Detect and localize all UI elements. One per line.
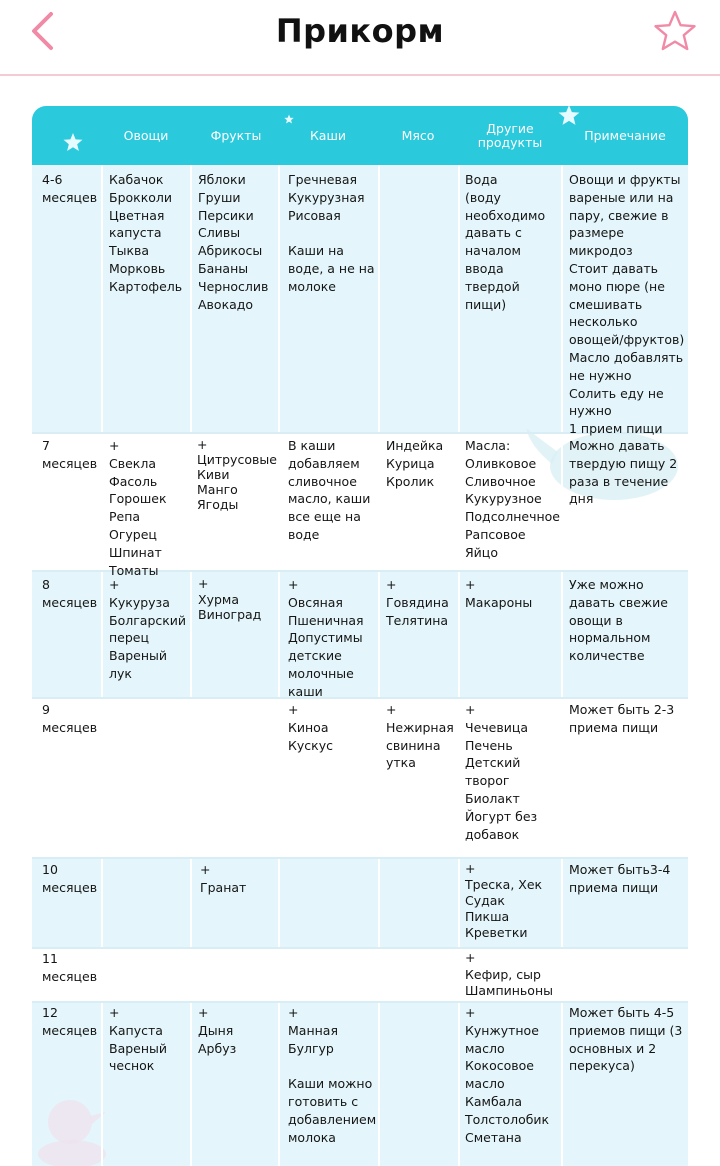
cell-age: 4-6 месяцев: [42, 172, 98, 205]
cell-age: 7 месяцев: [42, 438, 98, 471]
page-title: Прикорм: [275, 12, 445, 50]
row-divider: [32, 1001, 688, 1003]
cell-note: Может быть3-4 приема пищи: [569, 862, 671, 895]
column-header-other: Другие продукты: [477, 120, 543, 150]
cell-fruits: + Дыня Арбуз: [198, 1005, 237, 1056]
cell-other: + Кефир, сыр Шампиньоны: [465, 950, 553, 998]
cell-fruits: Яблоки Груши Персики Сливы Абрикосы Бананы Чернослив Авокадо: [198, 172, 269, 312]
cell-meat: + Говядина Телятина: [386, 577, 449, 628]
row-divider: [32, 857, 688, 859]
star-icon: [63, 132, 83, 152]
top-bar: [0, 0, 720, 76]
cell-age: 10 месяцев: [42, 862, 98, 895]
cell-note: Может быть 2-3 приема пищи: [569, 702, 675, 735]
column-header-meat: Мясо: [401, 127, 435, 143]
cell-vegetables: + Капуста Вареный чеснок: [109, 1005, 168, 1074]
cell-note: Овощи и фрукты вареные или на пару, свежие в размере микродоз Стоит давать моно пюре (не смешивать несколько овощей/фруктов) Масло добавлять не нужно Солить еду не нужно 1 прием пищи: [569, 172, 685, 437]
cell-porridge: + Манная Булгур Каши можно готовить с добавлением молока: [288, 1005, 377, 1145]
cell-other: + Чечевица Печень Детский творог Биолакт Йогурт без добавок: [465, 702, 538, 842]
duck-illustration: [32, 1086, 112, 1166]
cell-vegetables: + Кукуруза Болгарский перец Вареный лук: [109, 577, 187, 681]
cell-porridge: + Овсяная Пшеничная Допустимы детские молочные каши: [288, 577, 364, 699]
feeding-table: [32, 106, 688, 1166]
cell-other: Масла: Оливковое Сливочное Кукурузное Подсолнечное Рапсовое Яйцо: [465, 438, 560, 560]
cell-other: + Кунжутное масло Кокосовое масло Камбала Толстолобик Сметана: [465, 1005, 550, 1145]
cell-note: Может быть 4-5 приемов пищи (3 основных и 2 перекуса): [569, 1005, 683, 1074]
cell-meat: Индейка Курица Кролик: [386, 438, 444, 489]
cell-age: 11 месяцев: [42, 951, 98, 984]
cell-other: + Макароны: [465, 577, 533, 610]
cell-note: Можно давать твердую пищу 2 раза в течение дня: [569, 438, 678, 507]
column-header-porridge: Каши: [309, 127, 347, 143]
cell-age: 9 месяцев: [42, 702, 98, 735]
cell-porridge: + Киноа Кускус: [288, 702, 333, 753]
cell-vegetables: Кабачок Брокколи Цветная капуста Тыква Морковь Картофель: [109, 172, 183, 294]
cell-porridge: В каши добавляем сливочное масло, каши все еще на воде: [288, 438, 371, 542]
table-row-bg: [32, 948, 688, 1002]
favorite-button[interactable]: [652, 8, 698, 54]
column-header-vegetables: Овощи: [123, 127, 169, 143]
cell-fruits: + Хурма Виноград: [198, 576, 262, 622]
cell-meat: + Нежирная свинина утка: [386, 702, 454, 771]
column-header-note: Примечание: [584, 127, 666, 143]
cell-age: 8 месяцев: [42, 577, 98, 610]
cell-fruits: + Гранат: [200, 862, 247, 895]
column-divider: [458, 165, 460, 1166]
star-outline-icon: [653, 10, 697, 52]
table-header: [32, 106, 688, 165]
cell-other: + Треска, Хек Судак Пикша Креветки: [465, 861, 543, 940]
column-header-fruits: Фрукты: [210, 127, 262, 143]
cell-note: Уже можно давать свежие овощи в нормальном количестве: [569, 577, 668, 664]
row-divider: [32, 947, 688, 949]
cell-other: Вода (воду необходимо давать с началом ввода твердой пищи): [465, 172, 546, 312]
cell-vegetables: + Свекла Фасоль Горошек Репа Огурец Шпинат Томаты: [109, 438, 167, 578]
cell-porridge: Гречневая Кукурузная Рисовая Каши на воде, а не на молоке: [288, 172, 375, 294]
cell-age: 12 месяцев: [42, 1005, 98, 1038]
cell-fruits: + Цитрусовые Киви Манго Ягоды: [197, 437, 277, 512]
